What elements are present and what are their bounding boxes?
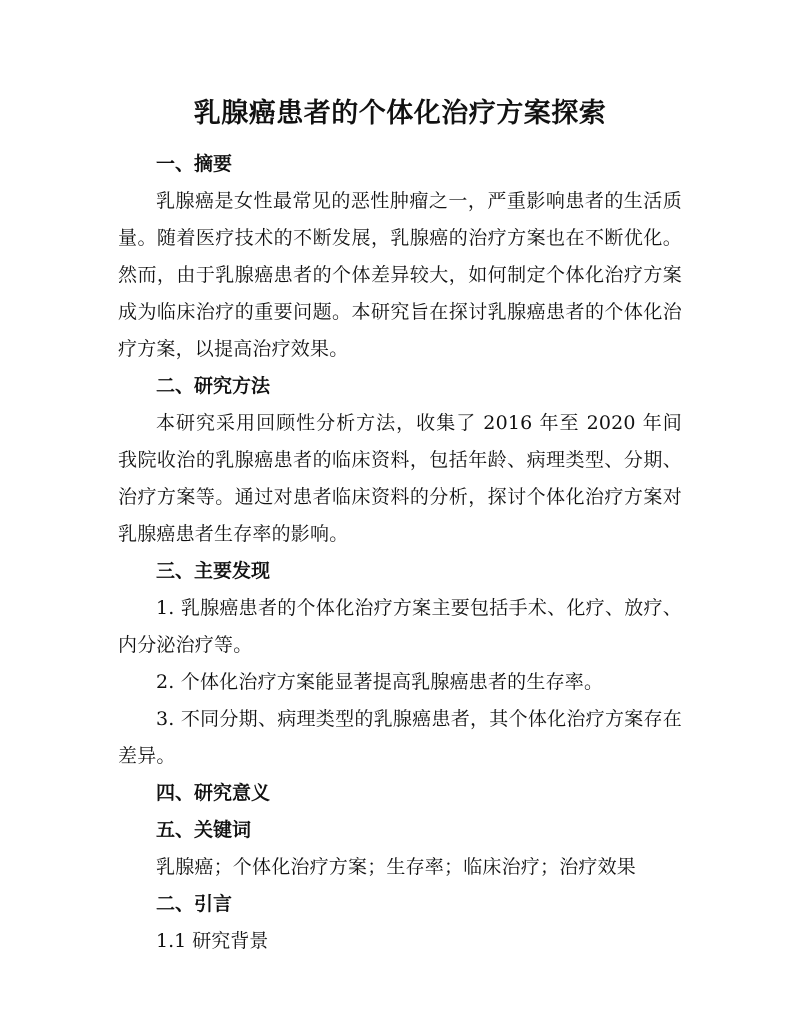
section-heading-introduction: 二、引言 bbox=[156, 893, 233, 915]
section-heading-methods: 二、研究方法 bbox=[156, 375, 271, 397]
methods-paragraph: 本研究采用回顾性分析方法，收集了 2016 年至 2020 年间我院收治的乳腺癌患者的临床资料，包括年龄、病理类型、分期、治疗方案等。通过对患者临床资料的分析，探讨个体化治疗方案对乳腺癌患者生存率的影响。 bbox=[118, 412, 682, 545]
section-heading-keywords: 五、关键词 bbox=[156, 819, 252, 841]
subsection-research-background: 1.1 研究背景 bbox=[156, 930, 269, 952]
document-title: 乳腺癌患者的个体化治疗方案探索 bbox=[193, 98, 607, 129]
abstract-paragraph: 乳腺癌是女性最常见的恶性肿瘤之一，严重影响患者的生活质量。随着医疗技术的不断发展，乳腺癌的治疗方案也在不断优化。然而，由于乳腺癌患者的个体差异较大，如何制定个体化治疗方案成为临床治疗的重要问题。本研究旨在探讨乳腺癌患者的个体化治疗方案，以提高治疗效果。 bbox=[118, 190, 682, 360]
section-heading-abstract: 一、摘要 bbox=[156, 153, 233, 175]
finding-item-3: 3. 不同分期、病理类型的乳腺癌患者，其个体化治疗方案存在差异。 bbox=[118, 708, 682, 767]
finding-item-2: 2. 个体化治疗方案能显著提高乳腺癌患者的生存率。 bbox=[156, 671, 604, 693]
section-heading-findings: 三、主要发现 bbox=[156, 560, 271, 582]
keywords-text: 乳腺癌；个体化治疗方案；生存率；临床治疗；治疗效果 bbox=[156, 856, 637, 878]
finding-item-1: 1. 乳腺癌患者的个体化治疗方案主要包括手术、化疗、放疗、内分泌治疗等。 bbox=[118, 597, 682, 656]
section-heading-significance: 四、研究意义 bbox=[156, 782, 271, 804]
